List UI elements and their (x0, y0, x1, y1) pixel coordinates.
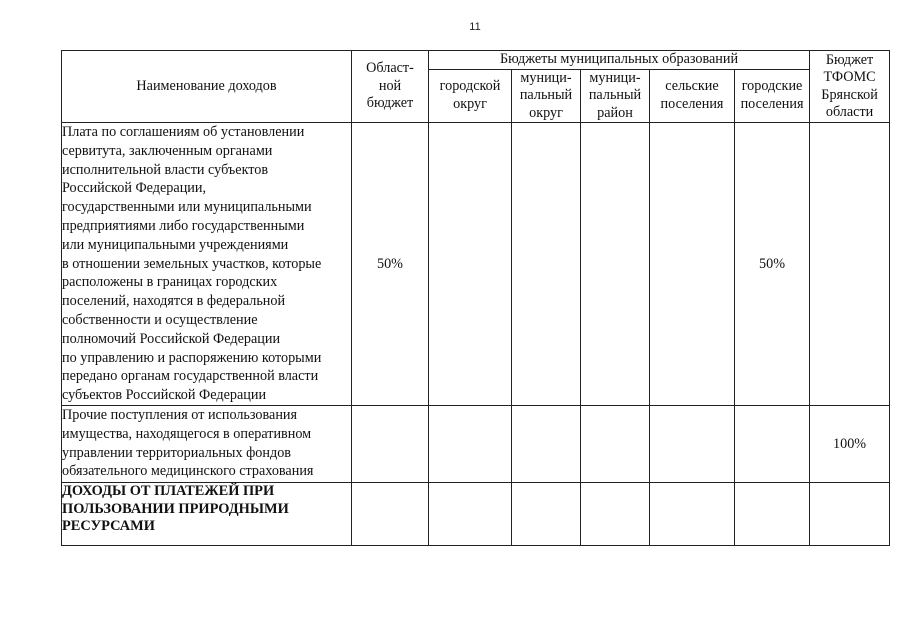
tfoms-value-cell: 100% (810, 406, 890, 483)
municipal-okrug-value-cell (512, 406, 581, 483)
header-tfoms-budget: Бюджет ТФОМС Брянской области (810, 51, 890, 123)
tfoms-value-cell (810, 123, 890, 406)
city-district-value-cell (429, 123, 512, 406)
urban-settlements-value-cell (735, 406, 810, 483)
income-distribution-table (61, 50, 890, 546)
regional-value-cell (352, 483, 429, 546)
regional-value-cell (352, 406, 429, 483)
header-urban-settlements: городские поселения (735, 69, 810, 123)
tfoms-value-cell (810, 483, 890, 546)
municipal-rayon-value-cell (581, 483, 650, 546)
rural-settlements-value-cell (650, 483, 735, 546)
header-municipal-budgets: Бюджеты муниципальных образований (429, 51, 810, 70)
header-municipal-rayon: муници- пальный район (581, 69, 650, 123)
header-regional-budget: Област- ной бюджет (352, 51, 429, 123)
header-income-name: Наименование доходов (62, 51, 352, 123)
city-district-value-cell (429, 483, 512, 546)
table-row (62, 483, 890, 546)
city-district-value-cell (429, 406, 512, 483)
municipal-rayon-value-cell (581, 123, 650, 406)
table-row (62, 406, 890, 483)
section-heading-cell: ДОХОДЫ ОТ ПЛАТЕЖЕЙ ПРИ ПОЛЬЗОВАНИИ ПРИРОДНЫМИ РЕСУРСАМИ (62, 483, 352, 546)
regional-value-cell: 50% (352, 123, 429, 406)
urban-settlements-value-cell (735, 483, 810, 546)
municipal-okrug-value-cell (512, 483, 581, 546)
rural-settlements-value-cell (650, 123, 735, 406)
header-municipal-okrug: муници- пальный округ (512, 69, 581, 123)
income-name-cell: Плата по соглашениям об установлении сервитута, заключенным органами исполнительной власти субъектов Российской Федерации, государственными или муниципальными предприятиями либо государственными или муниципальными учреждениями в отношении земельных участков, которые расположены в границах городских поселений, находятся в федеральной собственности и осуществление полномочий Российской Федерации по управлению и распоряжению которыми передано органам государственной власти субъектов Российской Федерации (62, 123, 352, 406)
municipal-okrug-value-cell (512, 123, 581, 406)
table-row (62, 123, 890, 406)
municipal-rayon-value-cell (581, 406, 650, 483)
urban-settlements-value-cell: 50% (735, 123, 810, 406)
rural-settlements-value-cell (650, 406, 735, 483)
header-city-district: городской округ (429, 69, 512, 123)
header-rural-settlements: сельские поселения (650, 69, 735, 123)
page-number: 11 (469, 21, 481, 33)
income-name-cell: Прочие поступления от использования имущества, находящегося в оперативном управлении территориальных фондов обязательного медицинского страхования (62, 406, 352, 483)
